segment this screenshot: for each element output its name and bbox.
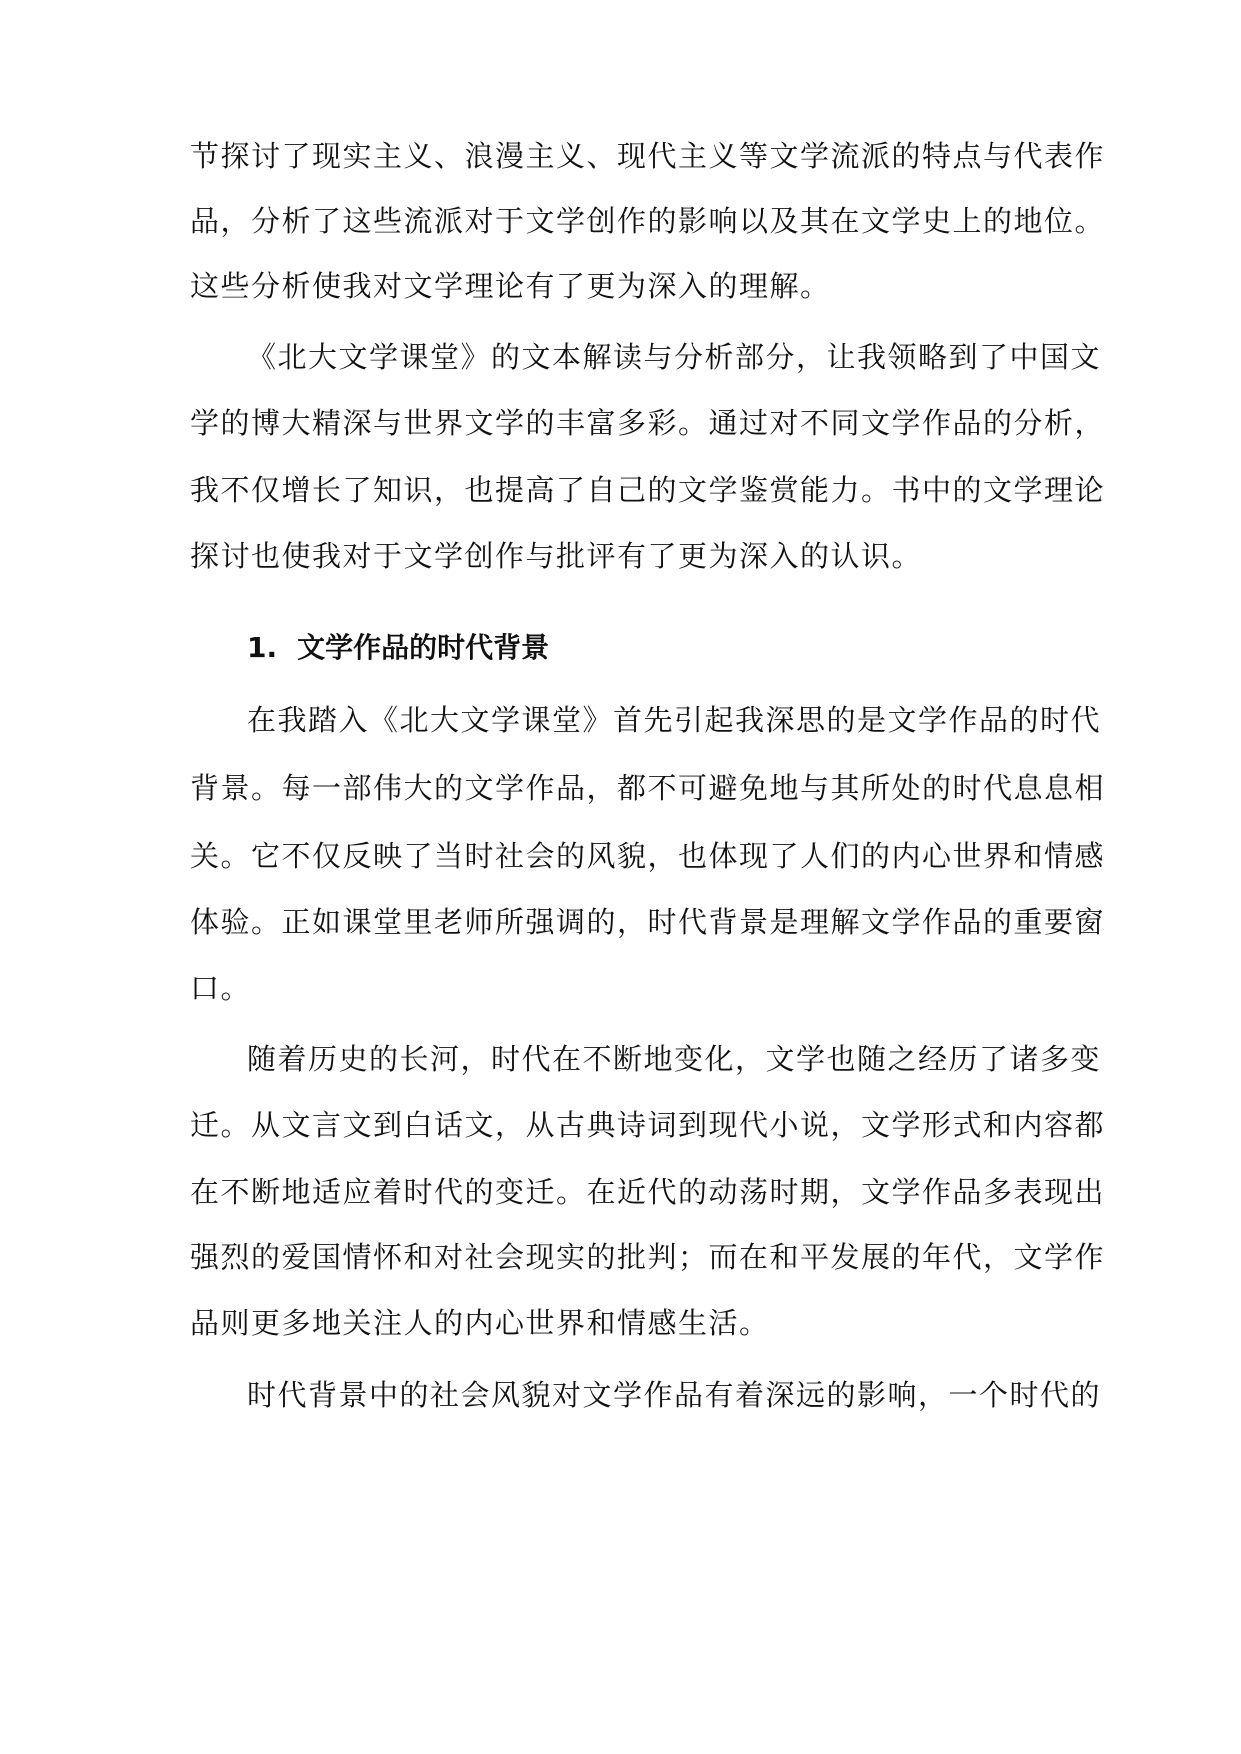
paragraph-3-line-2: 背景。每一部伟大的文学作品，都不可避免地与其所处的时代息息相 xyxy=(190,771,1106,805)
paragraph-4-line-2: 迁。从文言文到白话文，从古典诗词到现代小说，文学形式和内容都 xyxy=(190,1108,1106,1142)
paragraph-1-line-3: 这些分析使我对文学理论有了更为深入的理解。 xyxy=(190,269,831,303)
paragraph-4-line-3: 在不断地适应着时代的变迁。在近代的动荡时期，文学作品多表现出 xyxy=(190,1175,1106,1209)
paragraph-3-line-3: 关。它不仅反映了当时社会的风貌，也体现了人们的内心世界和情感 xyxy=(190,839,1106,873)
section-heading xyxy=(247,628,549,668)
section-heading-title: 文学作品的时代背景 xyxy=(297,631,550,664)
paragraph-3-line-4: 体验。正如课堂里老师所强调的，时代背景是理解文学作品的重要窗 xyxy=(190,905,1106,939)
paragraph-5-line-1: 时代背景中的社会风貌对文学作品有着深远的影响，一个时代的 xyxy=(247,1378,1102,1412)
paragraph-4-line-5: 品则更多地关注人的内心世界和情感生活。 xyxy=(190,1306,770,1340)
paragraph-3-line-1: 在我踏入《北大文学课堂》首先引起我深思的是文学作品的时代 xyxy=(247,703,1102,737)
paragraph-2-line-3: 我不仅增长了知识，也提高了自己的文学鉴赏能力。书中的文学理论 xyxy=(190,473,1106,507)
paragraph-3-line-5: 口。 xyxy=(190,971,252,1005)
section-heading-number: 1. xyxy=(247,631,278,664)
paragraph-4-line-4: 强烈的爱国情怀和对社会现实的批判；而在和平发展的年代，文学作 xyxy=(190,1240,1106,1274)
paragraph-1-line-2: 品，分析了这些流派对于文学创作的影响以及其在文学史上的地位。 xyxy=(190,204,1106,238)
paragraph-2-line-4: 探讨也使我对于文学创作与批评有了更为深入的认识。 xyxy=(190,539,923,573)
paragraph-2-line-1: 《北大文学课堂》的文本解读与分析部分，让我领略到了中国文 xyxy=(247,340,1102,374)
paragraph-1-line-1: 节探讨了现实主义、浪漫主义、现代主义等文学流派的特点与代表作 xyxy=(190,139,1106,173)
paragraph-4-line-1: 随着历史的长河，时代在不断地变化，文学也随之经历了诸多变 xyxy=(247,1042,1102,1076)
paragraph-2-line-2: 学的博大精深与世界文学的丰富多彩。通过对不同文学作品的分析， xyxy=(190,406,1106,440)
